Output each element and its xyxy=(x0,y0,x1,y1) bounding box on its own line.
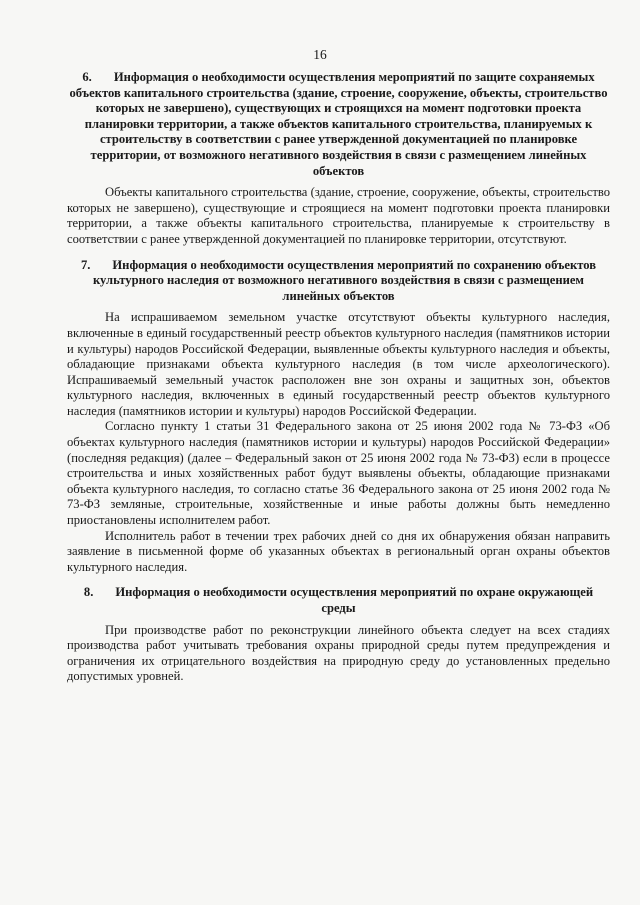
section-8 xyxy=(67,585,610,685)
section-6 xyxy=(67,70,610,248)
section-heading xyxy=(67,585,610,616)
paragraph: Исполнитель работ в течении трех рабочих дней со дня их обнаружения обязан направить заявление в письменной форме об указанных объектах в региональный орган охраны объектов культурного наследия. xyxy=(67,528,610,574)
paragraph: Объекты капитального строительства (здание, строение, сооружение, объекты, строительство которых не завершено), существующие и строящиеся на момент подготовки проекта планировки территории, а также объекты капитального строительства, планируемые к строительству в соответствии с ранее утвержденной документацией по планировке территории, отсутствуют. xyxy=(67,185,610,246)
section-number: 6. xyxy=(82,70,92,84)
section-number: 7. xyxy=(80,257,91,272)
section-title: Информация о необходимости осуществления мероприятий по защите сохраняемых объектов капитального строительства (здание, строение, сооружение, объекты, строительство которых не завершено), существующих и строящихся на момент подготовки проекта планировки территории, а также объектов капитального строительства, планируемых к строительству в соответствии с ранее утвержденной документацией по планировке территории, от возможного негативного воздействия в связи с размещением линейных объектов xyxy=(69,70,608,178)
page-number: 16 xyxy=(313,47,327,62)
paragraph: При производстве работ по реконструкции линейного объекта следует на всех стадиях производства работ учитывать требования охраны природной среды путем предупреждения и ограничения их отрицательного воздействия на природную среду до установленных предельно допустимых уровней. xyxy=(67,622,610,684)
section-number: 8. xyxy=(83,585,94,600)
section-heading xyxy=(67,258,610,305)
section-7 xyxy=(67,258,610,576)
section-title: Информация о необходимости осуществления мероприятий по охране окружающей среды xyxy=(115,585,594,615)
section-title: Информация о необходимости осуществления мероприятий по сохранению объектов культурного наследия от возможного негативного воздействия в связи с размещением линейных объектов xyxy=(92,257,597,303)
paragraph: Согласно пункту 1 статьи 31 Федерального закона от 25 июня 2002 года № 73-ФЗ «Об объектах культурного наследия (памятников истории и культуры) народов Российской Федерации» (последняя редакция) (далее – Федеральный закон от 25 июня 2002 года № 73-ФЗ) если в процессе строительства и иных хозяйственных работ будут выявлены объекты, обладающие признаками объекта культурного наследия, то согласно статье 36 Федерального закона от 25 июня 2002 года № 73-ФЗ земляные, строительные, хозяйственные и иные работы должны быть немедленно приостановлены исполнителем работ. xyxy=(67,419,610,528)
section-heading xyxy=(67,70,610,179)
paragraph: На испрашиваемом земельном участке отсутствуют объекты культурного наследия, включенные в единый государственный реестр объектов культурного наследия (памятников истории и культуры) народов Российской Федерации, выявленные объекты культурного наследия и объекты, обладающие признаками объекта культурного наследия (в том числе археологического). Испрашиваемый земельный участок расположен вне зон охраны и защитных зон, объектов культурного наследия, включенных в единый государственный реестр объектов культурного наследия (памятников истории и культуры) народов Российской Федерации. xyxy=(67,310,610,418)
document-body xyxy=(67,70,610,689)
